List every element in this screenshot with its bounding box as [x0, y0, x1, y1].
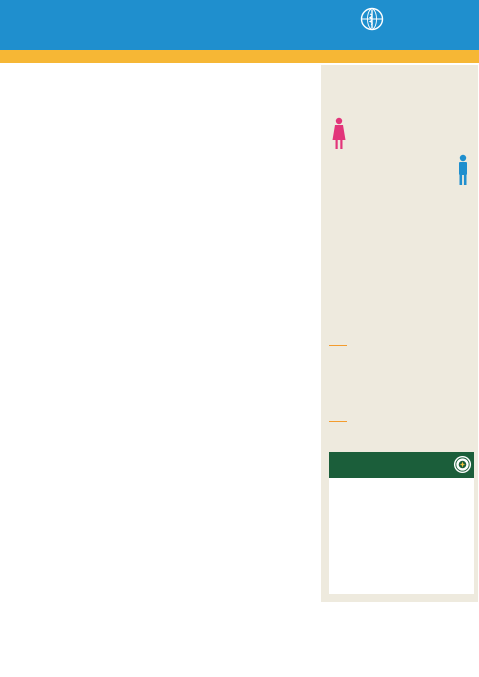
hotline-header	[329, 452, 474, 478]
report-header	[0, 0, 479, 50]
deaths-stat	[329, 322, 343, 332]
pui-stat	[329, 355, 469, 367]
hotline-card	[329, 452, 474, 594]
confirmed-cases-donut	[327, 110, 475, 202]
person-female-icon	[333, 118, 346, 149]
age-group-bar-chart	[328, 220, 474, 318]
doh-seal-icon	[453, 455, 472, 474]
divider	[329, 421, 347, 422]
divider	[329, 345, 347, 346]
who-emblem-icon	[360, 7, 384, 31]
data-source-bar	[0, 50, 479, 63]
person-male-icon	[459, 155, 467, 185]
